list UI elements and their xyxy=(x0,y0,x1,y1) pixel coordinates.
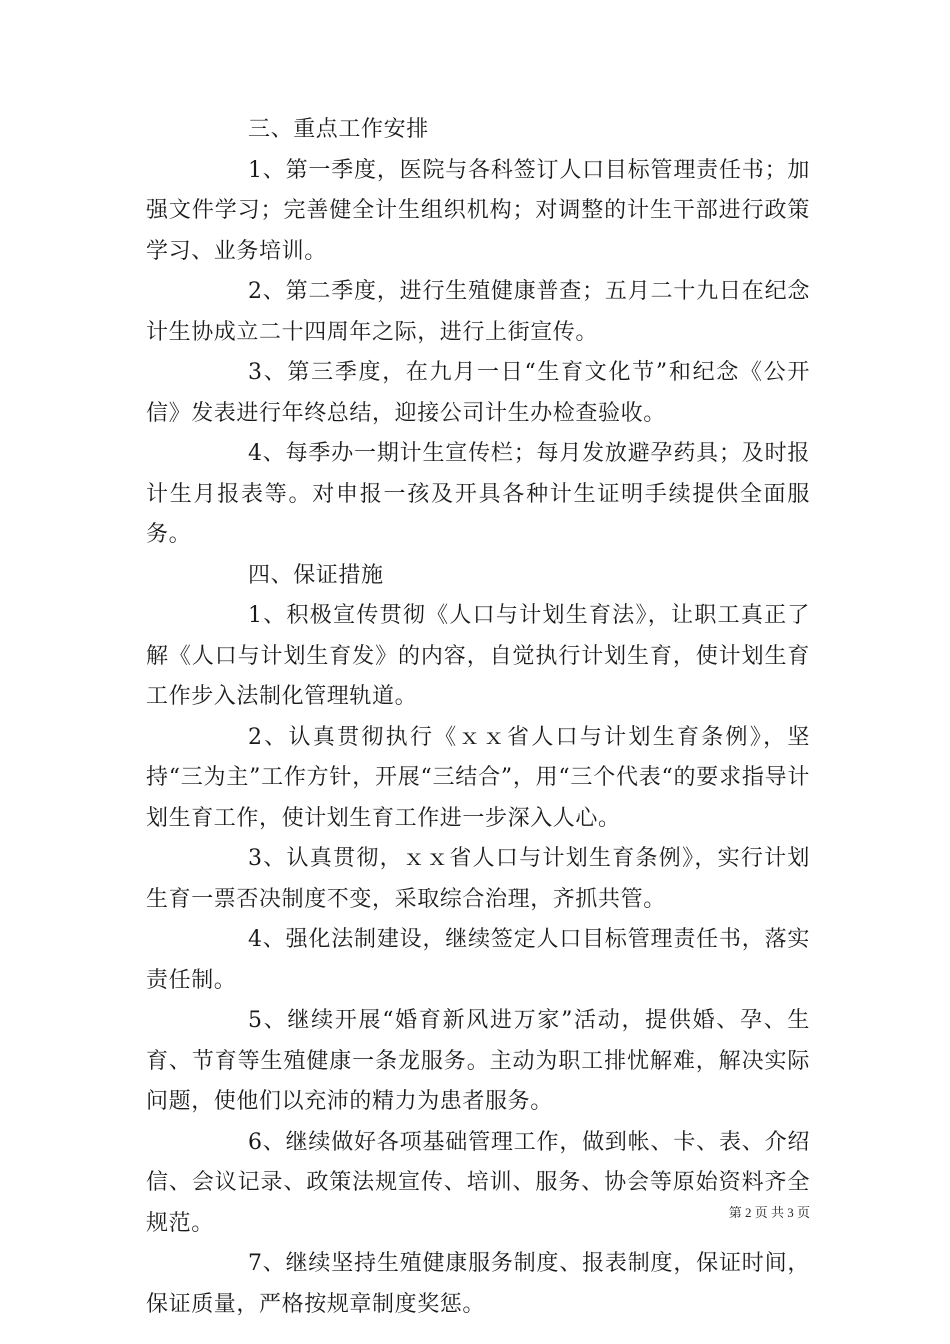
paragraph: 2、认真贯彻执行《ｘｘ省人口与计划生育条例》，坚持“三为主”工作方针，开展“三结合”，用“三个代表“的要求指导计划生育工作，使计划生育工作进一步深入人心。 xyxy=(146,724,810,831)
document-body xyxy=(146,110,810,1325)
section-heading-key-work: 三、重点工作安排 xyxy=(248,117,429,142)
paragraph: 6、继续做好各项基础管理工作，做到帐、卡、表、介绍信、会议记录、政策法规宣传、培训、服务、协会等原始资料齐全规范。 xyxy=(146,1129,810,1236)
paragraph: 4、每季办一期计生宣传栏；每月发放避孕药具；及时报计生月报表等。对申报一孩及开具各种计生证明手续提供全面服务。 xyxy=(146,441,810,547)
paragraph: 5、继续开展“婚育新风进万家”活动，提供婚、孕、生育、节育等生殖健康一条龙服务。主动为职工排忧解难，解决实际问题，使他们以充沛的精力为患者服务。 xyxy=(146,1008,810,1114)
section-heading-measures: 四、保证措施 xyxy=(248,562,384,588)
paragraph: 1、第一季度，医院与各科签订人口目标管理责任书；加强文件学习；完善健全计生组织机构；对调整的计生干部进行政策学习、业务培训。 xyxy=(146,157,810,264)
paragraph: 2、第二季度，进行生殖健康普查；五月二十九日在纪念计生协成立二十四周年之际，进行上街宣传。 xyxy=(146,279,810,345)
paragraph: 3、第三季度，在九月一日“生育文化节”和纪念《公开信》发表进行年终总结，迎接公司计生办检查验收。 xyxy=(146,360,810,426)
paragraph: 4、强化法制建设，继续签定人口目标管理责任书，落实责任制。 xyxy=(146,927,810,993)
paragraph: 3、认真贯彻，ｘｘ省人口与计划生育条例》，实行计划生育一票否决制度不变，采取综合治理，齐抓共管。 xyxy=(146,846,810,912)
paragraph: 1、积极宣传贯彻《人口与计划生育法》，让职工真正了解《人口与计划生育发》的内容，自觉执行计划生育，使计划生育工作步入法制化管理轨道。 xyxy=(146,603,810,709)
page-number-footer: 第 2 页 共 3 页 xyxy=(728,1205,810,1220)
paragraph: 7、继续坚持生殖健康服务制度、报表制度，保证时间，保证质量，严格按规章制度奖惩。 xyxy=(146,1251,810,1317)
